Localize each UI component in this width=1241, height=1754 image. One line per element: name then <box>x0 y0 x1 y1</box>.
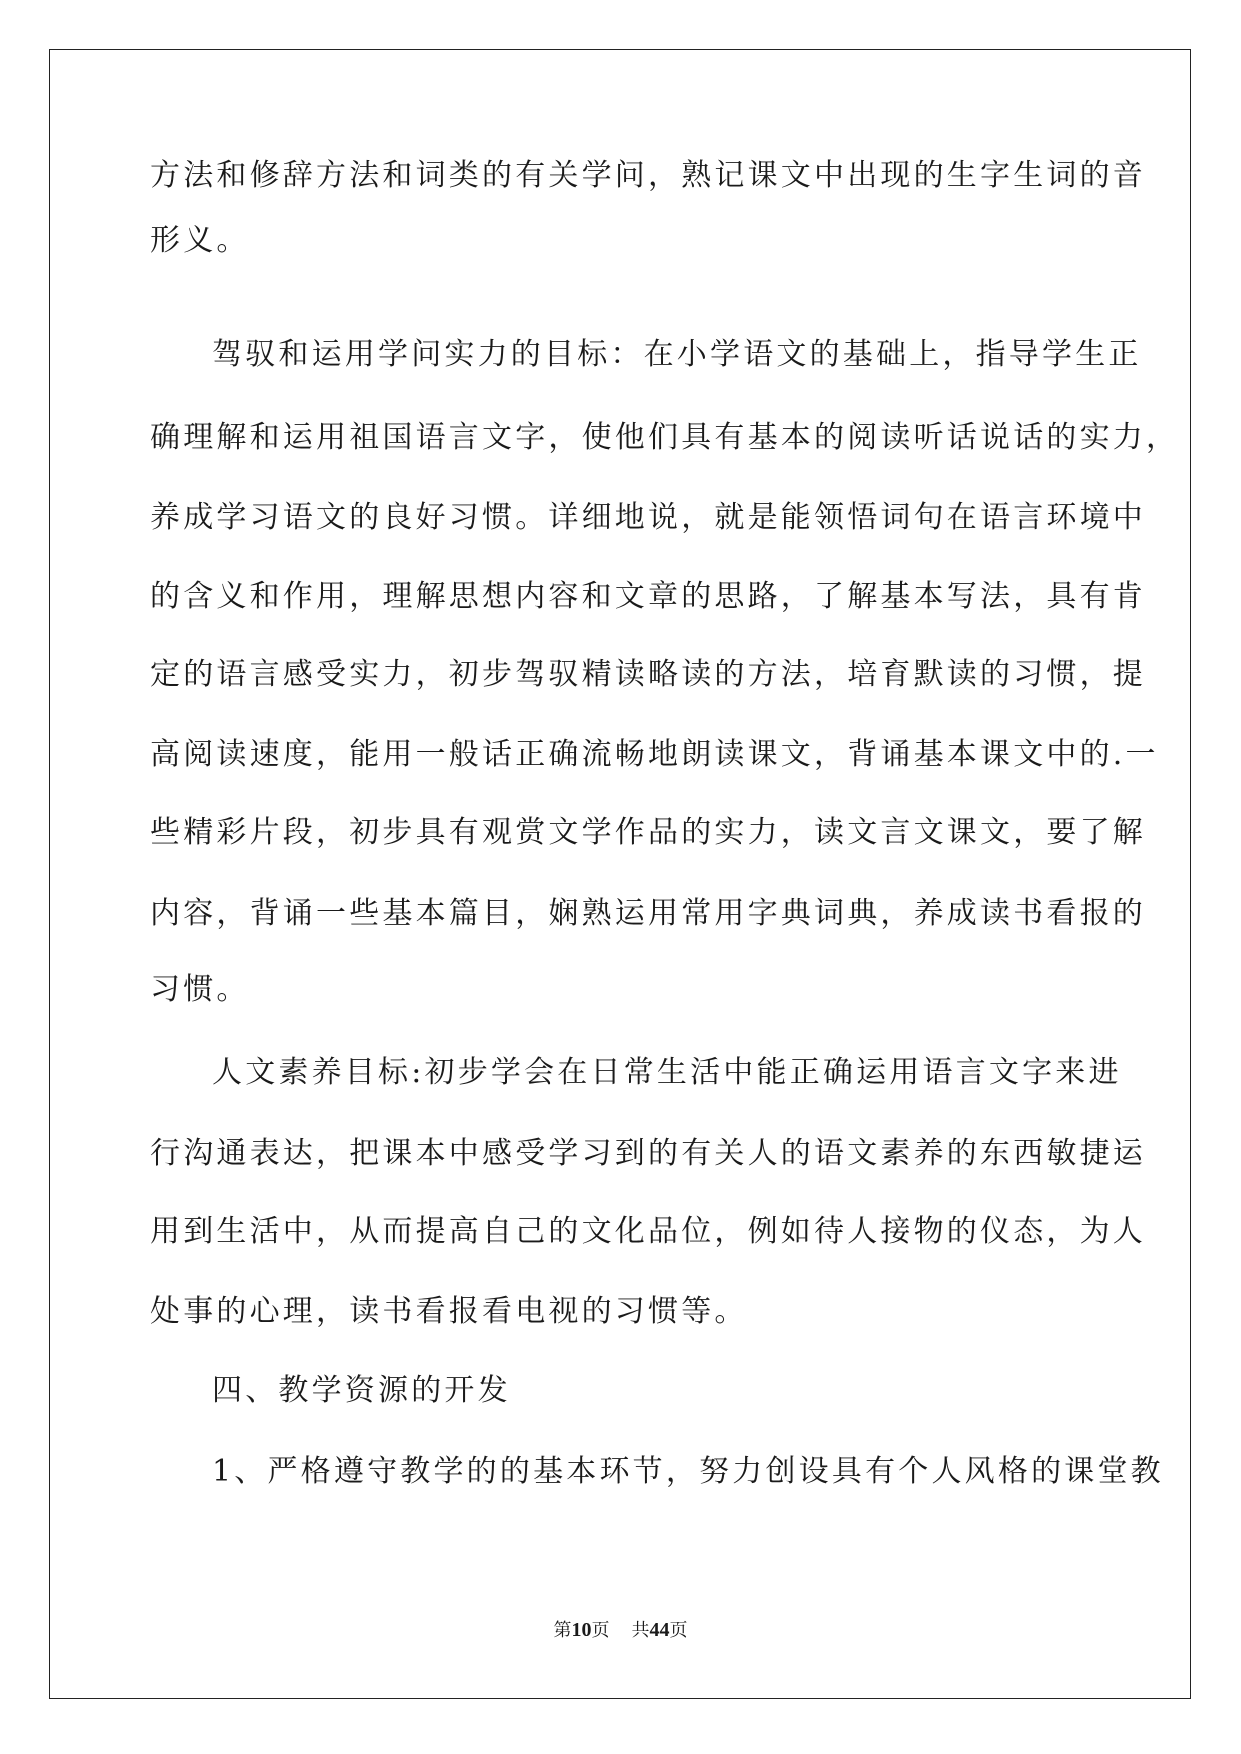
body-line-7: 定的语言感受实力，初步驾驭精读略读的方法，培育默读的习惯，提 <box>150 657 1146 692</box>
body-line-6: 的含义和作用，理解思想内容和文章的思路，了解基本写法，具有肯 <box>150 579 1146 614</box>
body-line-9: 些精彩片段，初步具有观赏文学作品的实力，读文言文课文，要了解 <box>150 815 1146 850</box>
footer-page-suffix: 页 <box>591 1620 610 1641</box>
body-line-14: 用到生活中，从而提高自己的文化品位，例如待人接物的仪态，为人 <box>150 1214 1146 1249</box>
body-line-2: 形义。 <box>150 223 250 258</box>
body-line-11: 习惯。 <box>150 972 250 1007</box>
footer-prefix: 第 <box>553 1620 572 1641</box>
section-heading: 四、教学资源的开发 <box>212 1373 511 1408</box>
page-footer <box>0 1616 1241 1642</box>
body-line-4: 确理解和运用祖国语言文字，使他们具有基本的阅读听话说话的实力， <box>150 420 1180 455</box>
total-pages-number: 44 <box>649 1619 670 1641</box>
body-line-1: 方法和修辞方法和词类的有关学问，熟记课文中出现的生字生词的音 <box>150 158 1146 193</box>
body-line-12: 人文素养目标:初步学会在日常生活中能正确运用语言文字来进 <box>212 1055 1122 1090</box>
body-line-3: 驾驭和运用学问实力的目标：在小学语文的基础上，指导学生正 <box>212 337 1142 372</box>
current-page-number: 10 <box>571 1619 592 1641</box>
body-line-10: 内容，背诵一些基本篇目，娴熟运用常用字典词典，养成读书看报的 <box>150 896 1146 931</box>
body-line-5: 养成学习语文的良好习惯。详细地说，就是能领悟词句在语言环境中 <box>150 500 1146 535</box>
footer-total-suffix: 页 <box>669 1620 688 1641</box>
body-line-17: 1、严格遵守教学的的基本环节，努力创设具有个人风格的课堂教 <box>212 1454 1164 1489</box>
footer-total-prefix: 共 <box>631 1620 650 1641</box>
body-line-13: 行沟通表达，把课本中感受学习到的有关人的语文素养的东西敏捷运 <box>150 1136 1146 1171</box>
body-line-15: 处事的心理，读书看报看电视的习惯等。 <box>150 1294 748 1329</box>
body-line-8: 高阅读速度，能用一般话正确流畅地朗读课文，背诵基本课文中的.一 <box>150 737 1159 772</box>
